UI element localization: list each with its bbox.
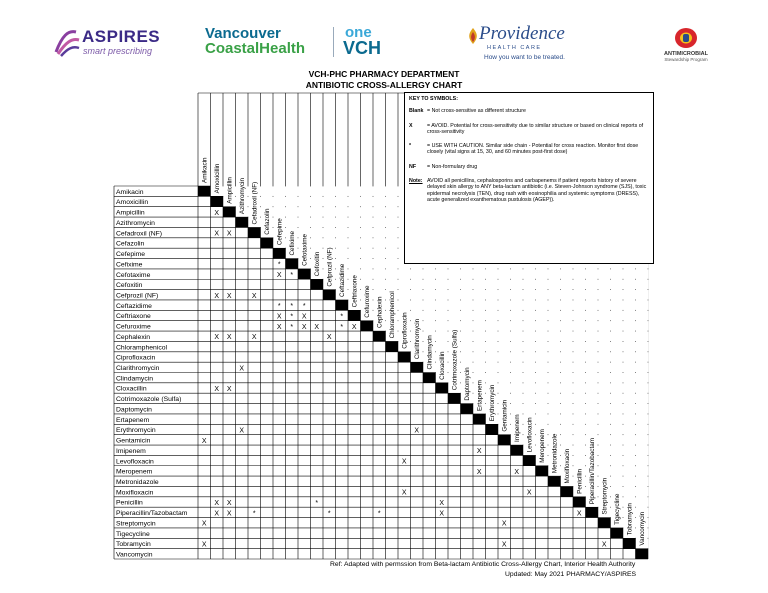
row-label: Tobramycin	[116, 541, 151, 549]
column-label: Daptomycin	[464, 367, 472, 401]
diagonal-cell	[198, 186, 211, 196]
avoid-mark: X	[301, 313, 307, 321]
column-label: Ampicillin	[226, 177, 234, 204]
amp-line1: ANTIMICROBIAL	[664, 51, 708, 57]
row-label: Cefepime	[116, 251, 146, 259]
diagonal-cell	[311, 279, 324, 289]
column-label: Cotrimoxazole (Sulfa)	[451, 329, 459, 391]
row-label: Piperacillin/Tazobactam	[116, 510, 188, 518]
avoid-mark: X	[476, 448, 482, 456]
key-text-nf: = Non-formulary drug	[427, 163, 478, 170]
avoid-mark: X	[239, 365, 245, 373]
key-symbol-nf: NF	[409, 163, 417, 170]
diagonal-cell	[248, 227, 261, 237]
avoid-mark: X	[226, 386, 232, 394]
caution-mark: *	[277, 303, 281, 311]
column-label: Cloxacillin	[439, 351, 447, 380]
avoid-mark: X	[226, 510, 232, 518]
key-note-label: Note:	[409, 178, 423, 185]
avoid-mark: X	[226, 230, 232, 238]
row-label: Azithromycin	[116, 219, 155, 227]
diagonal-cell	[361, 321, 374, 331]
chart-title-line2: ANTIBIOTIC CROSS-ALLERGY CHART	[305, 80, 463, 90]
row-label: Clindamycin	[116, 375, 154, 383]
key-row-star	[409, 143, 649, 156]
diagonal-cell	[398, 352, 411, 362]
upper-blank	[386, 331, 649, 341]
reference-note: Ref: Adapted with permssion from Beta-lactam Antibiotic Cross-Allergy Chart, Interior Health Authority	[330, 561, 636, 568]
diagonal-cell	[286, 259, 299, 269]
avoid-mark: X	[514, 468, 520, 476]
avoid-mark: X	[251, 334, 257, 342]
vch-line2: CoastalHealth	[205, 40, 306, 57]
diagonal-cell	[336, 300, 349, 310]
column-label: Penicillin	[576, 468, 584, 494]
avoid-mark: X	[251, 292, 257, 300]
avoid-mark: X	[501, 520, 507, 528]
row-label: Moxifloxacin	[116, 489, 154, 497]
diagonal-cell	[598, 518, 611, 528]
diagonal-cell	[498, 435, 511, 445]
diagonal-cell	[373, 331, 386, 341]
row-label: Chloramphenicol	[116, 344, 168, 352]
column-label: Clarithromycin	[414, 318, 422, 360]
diagonal-cell	[586, 507, 599, 517]
vch-short: VCH	[343, 38, 382, 58]
key-to-symbols	[404, 92, 654, 264]
avoid-mark: X	[226, 292, 232, 300]
caution-mark: *	[315, 499, 319, 507]
key-note-text: AVOID all penicillins, cephalosporins and carbapenems if patient reports history of severe delayed skin allergy to ANY beta-lactam antibiotic (i.e. Steven-Johnson syndrome (SJS), toxic epidermal necrolysis (TEN), drug rash with eosinophilia and systemic symptoms (DRESS), acute generalized exanthematous pustulosis (AGEP)).	[427, 178, 647, 203]
avoid-mark: X	[414, 427, 420, 435]
row-label: Cefprozil (NF)	[116, 292, 159, 300]
column-label: Cefixime	[289, 231, 297, 256]
key-row-blank	[409, 108, 649, 114]
updated-note: Updated: May 2021 PHARMACY/ASPIRES	[505, 571, 637, 578]
column-label: Amikacin	[201, 157, 209, 183]
key-row-note	[409, 178, 649, 203]
avoid-mark: X	[201, 520, 207, 528]
avoid-mark: X	[214, 386, 220, 394]
avoid-mark: X	[214, 499, 220, 507]
caution-mark: *	[340, 323, 344, 331]
diagonal-cell	[411, 362, 424, 372]
avoid-mark: X	[276, 323, 282, 331]
row-label: Ciprofloxacin	[116, 354, 156, 362]
providence-tagline: How you want to be treated.	[484, 54, 565, 61]
diagonal-cell	[261, 238, 274, 248]
diagonal-cell	[436, 383, 449, 393]
column-label: Erythromycin	[489, 384, 497, 422]
column-label: Chloramphenicol	[389, 291, 397, 339]
row-label: Amikacin	[116, 188, 144, 196]
upper-blank	[311, 269, 649, 279]
row-label: Cefoxitin	[116, 282, 143, 290]
column-label: Ceftazidime	[339, 263, 347, 297]
column-label: Streptomycin	[601, 477, 609, 515]
column-label: Tigecycline	[614, 493, 622, 525]
diagonal-cell	[561, 486, 574, 496]
diagonal-cell	[461, 404, 474, 414]
row-label: Ampicillin	[116, 209, 145, 217]
diagonal-cell	[211, 196, 224, 206]
diagonal-cell	[523, 455, 536, 465]
column-label: Ciprofloxacin	[401, 312, 409, 349]
caution-mark: *	[252, 510, 256, 518]
diagonal-cell	[298, 269, 311, 279]
column-label: Cephalexin	[376, 296, 384, 329]
column-label: Levofloxacin	[526, 417, 534, 453]
key-symbol-x: X	[409, 122, 413, 129]
avoid-mark: X	[276, 272, 282, 280]
column-label: Meropenem	[539, 429, 547, 463]
caution-mark: *	[377, 510, 381, 518]
column-label: Cefotaxime	[301, 234, 309, 266]
avoid-mark: X	[226, 499, 232, 507]
row-label: Cephalexin	[116, 333, 151, 341]
column-label: Vancomycin	[639, 511, 647, 546]
row-label: Penicillin	[116, 499, 143, 507]
providence-sub: HEALTH CARE	[487, 45, 542, 51]
column-label: Gentamicin	[501, 399, 509, 432]
avoid-mark: X	[314, 323, 320, 331]
key-row-x	[409, 123, 649, 136]
caution-mark: *	[340, 313, 344, 321]
diagonal-cell	[423, 373, 436, 383]
row-label: Erythromycin	[116, 427, 156, 435]
column-label: Cefadroxil (NF)	[251, 181, 259, 225]
row-label: Ceftriaxone	[116, 313, 151, 321]
diagonal-cell	[536, 466, 549, 476]
key-row-nf	[409, 164, 649, 170]
avoid-mark: X	[214, 510, 220, 518]
aspires-tagline: smart prescribing	[83, 46, 153, 56]
row-label: Clarithromycin	[116, 365, 160, 372]
diagonal-cell	[348, 310, 361, 320]
row-label: Metronidazole	[116, 478, 159, 486]
row-label: Daptomycin	[116, 406, 152, 414]
key-text-x: = AVOID. Potential for cross-sensitivity due to similar structure or based on clinical reports of cross-sensitivity	[427, 122, 644, 135]
upper-blank	[323, 280, 648, 290]
column-label: Metronidazole	[551, 433, 559, 474]
key-symbol-blank: Blank	[409, 108, 424, 115]
row-label: Meropenem	[116, 468, 153, 476]
diagonal-cell	[611, 528, 624, 538]
upper-blank	[398, 342, 648, 352]
providence-name: Providence	[479, 23, 565, 44]
column-label: Cefepime	[276, 218, 284, 246]
diagonal-cell	[623, 538, 636, 548]
row-label: Cefotaxime	[116, 271, 151, 279]
column-label: Azithromycin	[239, 178, 247, 215]
row-label: Vancomycin	[116, 551, 153, 559]
column-label: Moxifloxacin	[564, 448, 572, 484]
avoid-mark: X	[401, 489, 407, 497]
row-label: Gentamicin	[116, 437, 151, 445]
column-label: Cefprozil (NF)	[326, 247, 334, 287]
caution-mark: *	[327, 510, 331, 518]
avoid-mark: X	[401, 458, 407, 466]
column-label: Clindamycin	[426, 335, 434, 370]
column-label: Tobramycin	[626, 503, 634, 536]
caution-mark: *	[290, 303, 294, 311]
upper-blank	[411, 352, 649, 362]
row-label: Cefazolin	[116, 240, 145, 248]
column-label: Cefazolin	[264, 208, 272, 235]
row-label: Tigecycline	[116, 530, 150, 538]
amp-line2: Stewardship Program	[664, 57, 708, 62]
diagonal-cell	[486, 424, 499, 434]
avoid-mark: X	[214, 230, 220, 238]
caution-mark: *	[290, 313, 294, 321]
row-label: Streptomycin	[116, 520, 156, 528]
diagonal-cell	[273, 248, 286, 258]
avoid-mark: X	[601, 541, 607, 549]
caution-mark: *	[302, 303, 306, 311]
avoid-mark: X	[201, 437, 207, 445]
avoid-mark: X	[576, 510, 582, 518]
key-text-blank: = Not cross-sensitive as different structure	[427, 108, 526, 115]
avoid-mark: X	[476, 468, 482, 476]
row-label: Levofloxacin	[116, 458, 154, 466]
caution-mark: *	[290, 323, 294, 331]
row-label: Ceftazidime	[116, 302, 152, 310]
upper-blank	[473, 404, 648, 414]
row-label: Cefixime	[116, 261, 143, 269]
key-text-star: = USE WITH CAUTION. Similar side chain - Potential for cross reaction. Monitor first dose closely (vital signs at 15, 30, and 60 minutes post-first dose)	[427, 143, 639, 156]
caution-mark: *	[290, 272, 294, 280]
diagonal-cell	[236, 217, 249, 227]
upper-blank	[486, 414, 649, 424]
key-title: KEY TO SYMBOLS:	[409, 96, 458, 102]
avoid-mark: X	[214, 292, 220, 300]
row-label: Imipenem	[116, 447, 146, 455]
avoid-mark: X	[439, 499, 445, 507]
row-label: Ertapenem	[116, 416, 150, 424]
avoid-mark: X	[301, 323, 307, 331]
avoid-mark: X	[214, 209, 220, 217]
column-label: Amoxicillin	[214, 163, 222, 194]
vch-one: one	[345, 24, 372, 41]
row-label: Cefadroxil (NF)	[116, 230, 163, 238]
row-label: Cefuroxime	[116, 323, 151, 331]
diagonal-cell	[573, 497, 586, 507]
column-label: Ceftriaxone	[351, 275, 359, 308]
avoid-mark: X	[239, 427, 245, 435]
diagonal-cell	[473, 414, 486, 424]
aspires-name: ASPIRES	[82, 27, 161, 46]
avoid-mark: X	[351, 323, 357, 331]
column-label: Cefoxitin	[314, 251, 322, 277]
diagonal-cell	[323, 290, 336, 300]
avoid-mark: X	[526, 489, 532, 497]
column-label: Cefuroxime	[364, 285, 372, 318]
column-label: Imipenem	[514, 414, 522, 443]
row-label: Cloxacillin	[116, 385, 147, 393]
column-label: Ertapenem	[476, 380, 484, 411]
caution-mark: *	[277, 261, 281, 269]
avoid-mark: X	[214, 334, 220, 342]
avoid-mark: X	[201, 541, 207, 549]
diagonal-cell	[636, 549, 649, 559]
avoid-mark: X	[276, 313, 282, 321]
avoid-mark: X	[226, 334, 232, 342]
chart-title-line1: VCH-PHC PHARMACY DEPARTMENT	[308, 69, 460, 79]
diagonal-cell	[548, 476, 561, 486]
key-symbol-star: *	[409, 143, 412, 150]
upper-blank	[573, 487, 648, 497]
avoid-mark: X	[326, 334, 332, 342]
vch-line1: Vancouver	[205, 25, 281, 42]
column-label: Piperacillin/Tazobactam	[589, 438, 597, 505]
diagonal-cell	[386, 341, 399, 351]
avoid-mark: X	[501, 541, 507, 549]
diagonal-cell	[223, 207, 236, 217]
row-label: Cotrimoxazole (Sulfa)	[116, 396, 182, 404]
diagonal-cell	[448, 393, 461, 403]
row-label: Amoxicillin	[116, 199, 149, 207]
diagonal-cell	[511, 445, 524, 455]
avoid-mark: X	[439, 510, 445, 518]
